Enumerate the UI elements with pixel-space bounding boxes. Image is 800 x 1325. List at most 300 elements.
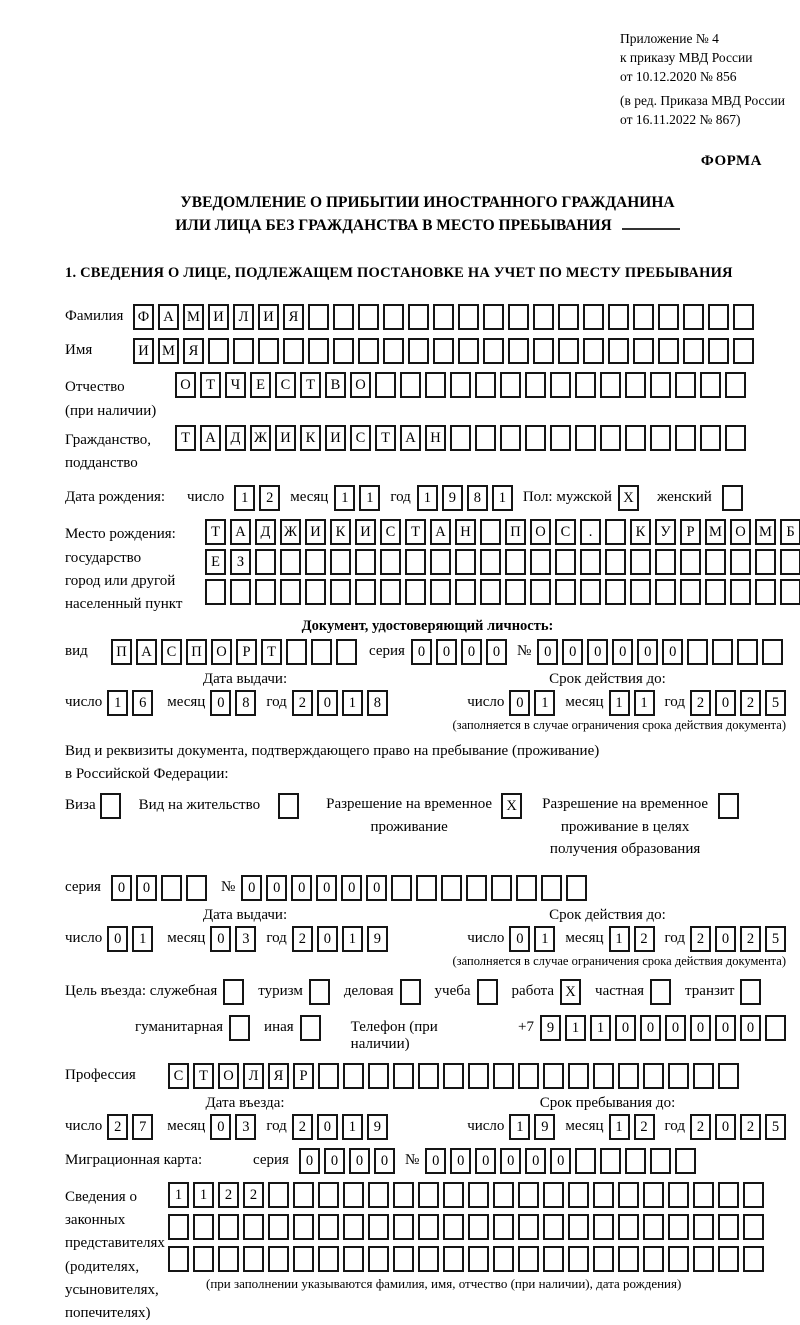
form-cell[interactable] <box>508 304 529 330</box>
form-cell[interactable]: 0 <box>324 1148 345 1174</box>
form-cell[interactable] <box>505 579 526 605</box>
form-cell[interactable] <box>593 1246 614 1272</box>
form-cell[interactable]: Р <box>680 519 701 545</box>
form-cell[interactable] <box>525 425 546 451</box>
form-cell[interactable] <box>468 1246 489 1272</box>
form-cell[interactable]: 0 <box>500 1148 521 1174</box>
form-cell[interactable] <box>343 1246 364 1272</box>
form-cell[interactable]: И <box>325 425 346 451</box>
form-cell[interactable]: 1 <box>609 1114 630 1140</box>
form-cell[interactable] <box>700 372 721 398</box>
form-cell[interactable] <box>568 1214 589 1240</box>
form-cell[interactable] <box>408 304 429 330</box>
form-cell[interactable] <box>755 549 776 575</box>
form-cell[interactable] <box>558 338 579 364</box>
form-cell[interactable]: 0 <box>715 1015 736 1041</box>
form-cell[interactable] <box>433 304 454 330</box>
form-cell[interactable] <box>693 1063 714 1089</box>
form-cell[interactable]: С <box>161 639 182 665</box>
form-cell[interactable] <box>625 372 646 398</box>
form-cell[interactable] <box>333 338 354 364</box>
form-cell[interactable] <box>477 979 498 1005</box>
form-cell[interactable] <box>658 338 679 364</box>
form-cell[interactable] <box>418 1214 439 1240</box>
form-cell[interactable] <box>575 425 596 451</box>
form-cell[interactable] <box>458 338 479 364</box>
form-cell[interactable] <box>718 1063 739 1089</box>
form-cell[interactable]: 0 <box>615 1015 636 1041</box>
form-cell[interactable] <box>208 338 229 364</box>
form-cell[interactable] <box>483 338 504 364</box>
form-cell[interactable]: 0 <box>317 1114 338 1140</box>
form-cell[interactable]: 2 <box>259 485 280 511</box>
form-cell[interactable]: Е <box>250 372 271 398</box>
form-cell[interactable] <box>643 1246 664 1272</box>
form-cell[interactable]: 1 <box>168 1182 189 1208</box>
form-cell[interactable] <box>368 1182 389 1208</box>
form-cell[interactable] <box>258 338 279 364</box>
form-cell[interactable] <box>286 639 307 665</box>
form-cell[interactable] <box>343 1182 364 1208</box>
form-cell[interactable]: 2 <box>218 1182 239 1208</box>
form-cell[interactable] <box>458 304 479 330</box>
form-cell[interactable]: 0 <box>436 639 457 665</box>
form-cell[interactable] <box>655 579 676 605</box>
form-cell[interactable]: 0 <box>665 1015 686 1041</box>
form-cell[interactable]: 0 <box>509 690 530 716</box>
form-cell[interactable] <box>605 579 626 605</box>
form-cell[interactable] <box>393 1063 414 1089</box>
form-cell[interactable]: А <box>430 519 451 545</box>
form-cell[interactable]: 0 <box>317 690 338 716</box>
form-cell[interactable] <box>693 1182 714 1208</box>
form-cell[interactable] <box>530 579 551 605</box>
form-cell[interactable]: П <box>505 519 526 545</box>
form-cell[interactable]: У <box>655 519 676 545</box>
form-cell[interactable]: 9 <box>367 1114 388 1140</box>
form-cell[interactable]: М <box>183 304 204 330</box>
form-cell[interactable] <box>280 579 301 605</box>
form-cell[interactable] <box>205 579 226 605</box>
form-cell[interactable]: 7 <box>132 1114 153 1140</box>
form-cell[interactable]: 5 <box>765 1114 786 1140</box>
form-cell[interactable]: 1 <box>193 1182 214 1208</box>
form-cell[interactable] <box>630 579 651 605</box>
form-cell[interactable] <box>580 549 601 575</box>
form-cell[interactable] <box>718 1246 739 1272</box>
form-cell[interactable] <box>600 372 621 398</box>
form-cell[interactable]: А <box>158 304 179 330</box>
form-cell[interactable] <box>593 1063 614 1089</box>
form-cell[interactable]: 2 <box>740 926 761 952</box>
form-cell[interactable]: 0 <box>107 926 128 952</box>
form-cell[interactable]: Т <box>405 519 426 545</box>
form-cell[interactable] <box>186 875 207 901</box>
form-cell[interactable] <box>740 979 761 1005</box>
form-cell[interactable]: К <box>330 519 351 545</box>
form-cell[interactable]: 9 <box>442 485 463 511</box>
form-cell[interactable] <box>618 1063 639 1089</box>
form-cell[interactable]: М <box>755 519 776 545</box>
form-cell[interactable] <box>693 1246 714 1272</box>
form-cell[interactable]: 2 <box>634 926 655 952</box>
form-cell[interactable]: Ж <box>280 519 301 545</box>
form-cell[interactable] <box>468 1214 489 1240</box>
form-cell[interactable]: Д <box>255 519 276 545</box>
form-cell[interactable] <box>722 485 743 511</box>
form-cell[interactable] <box>443 1063 464 1089</box>
form-cell[interactable]: 1 <box>107 690 128 716</box>
form-cell[interactable]: 0 <box>341 875 362 901</box>
form-cell[interactable]: 0 <box>715 926 736 952</box>
form-cell[interactable]: 1 <box>359 485 380 511</box>
form-cell[interactable] <box>733 304 754 330</box>
form-cell[interactable]: 2 <box>243 1182 264 1208</box>
form-cell[interactable] <box>618 1246 639 1272</box>
form-cell[interactable]: 0 <box>475 1148 496 1174</box>
form-cell[interactable] <box>380 549 401 575</box>
form-cell[interactable]: 1 <box>334 485 355 511</box>
form-cell[interactable]: X <box>501 793 522 819</box>
form-cell[interactable] <box>268 1246 289 1272</box>
form-cell[interactable] <box>633 304 654 330</box>
form-cell[interactable]: Л <box>233 304 254 330</box>
form-cell[interactable] <box>712 639 733 665</box>
form-cell[interactable] <box>650 372 671 398</box>
form-cell[interactable]: О <box>350 372 371 398</box>
form-cell[interactable]: 0 <box>317 926 338 952</box>
form-cell[interactable] <box>343 1063 364 1089</box>
form-cell[interactable] <box>393 1246 414 1272</box>
form-cell[interactable]: 0 <box>740 1015 761 1041</box>
form-cell[interactable] <box>278 793 299 819</box>
form-cell[interactable] <box>308 338 329 364</box>
form-cell[interactable] <box>443 1246 464 1272</box>
form-cell[interactable]: 0 <box>210 1114 231 1140</box>
form-cell[interactable]: Р <box>236 639 257 665</box>
form-cell[interactable] <box>243 1214 264 1240</box>
form-cell[interactable] <box>765 1015 786 1041</box>
form-cell[interactable] <box>658 304 679 330</box>
form-cell[interactable] <box>418 1246 439 1272</box>
form-cell[interactable]: Я <box>268 1063 289 1089</box>
form-cell[interactable]: А <box>200 425 221 451</box>
form-cell[interactable] <box>383 338 404 364</box>
form-cell[interactable]: 6 <box>132 690 153 716</box>
form-cell[interactable] <box>318 1214 339 1240</box>
form-cell[interactable] <box>318 1182 339 1208</box>
form-cell[interactable] <box>683 338 704 364</box>
form-cell[interactable] <box>400 979 421 1005</box>
form-cell[interactable]: 0 <box>550 1148 571 1174</box>
form-cell[interactable] <box>455 579 476 605</box>
form-cell[interactable] <box>568 1063 589 1089</box>
form-cell[interactable]: 8 <box>367 690 388 716</box>
form-cell[interactable] <box>600 425 621 451</box>
form-cell[interactable]: 1 <box>609 690 630 716</box>
form-cell[interactable]: О <box>530 519 551 545</box>
form-cell[interactable]: 1 <box>342 1114 363 1140</box>
form-cell[interactable]: 0 <box>425 1148 446 1174</box>
form-cell[interactable] <box>675 1148 696 1174</box>
form-cell[interactable] <box>283 338 304 364</box>
form-cell[interactable]: 2 <box>690 1114 711 1140</box>
form-cell[interactable] <box>518 1063 539 1089</box>
form-cell[interactable] <box>416 875 437 901</box>
form-cell[interactable] <box>583 304 604 330</box>
form-cell[interactable] <box>293 1182 314 1208</box>
form-cell[interactable] <box>480 549 501 575</box>
form-cell[interactable] <box>311 639 332 665</box>
form-cell[interactable] <box>593 1182 614 1208</box>
form-cell[interactable] <box>305 549 326 575</box>
form-cell[interactable] <box>680 579 701 605</box>
form-cell[interactable] <box>555 549 576 575</box>
form-cell[interactable]: 9 <box>534 1114 555 1140</box>
form-cell[interactable]: О <box>175 372 196 398</box>
form-cell[interactable]: Я <box>283 304 304 330</box>
form-cell[interactable] <box>318 1246 339 1272</box>
form-cell[interactable] <box>418 1182 439 1208</box>
form-cell[interactable] <box>708 338 729 364</box>
form-cell[interactable]: Т <box>205 519 226 545</box>
form-cell[interactable] <box>668 1182 689 1208</box>
form-cell[interactable] <box>368 1063 389 1089</box>
form-cell[interactable] <box>643 1182 664 1208</box>
form-cell[interactable] <box>309 979 330 1005</box>
form-cell[interactable]: О <box>211 639 232 665</box>
form-cell[interactable] <box>543 1246 564 1272</box>
form-cell[interactable] <box>493 1246 514 1272</box>
form-cell[interactable] <box>100 793 121 819</box>
form-cell[interactable] <box>233 338 254 364</box>
form-cell[interactable] <box>229 1015 250 1041</box>
form-cell[interactable] <box>500 425 521 451</box>
form-cell[interactable]: X <box>560 979 581 1005</box>
form-cell[interactable]: 0 <box>366 875 387 901</box>
form-cell[interactable]: Л <box>243 1063 264 1089</box>
form-cell[interactable]: Т <box>300 372 321 398</box>
form-cell[interactable] <box>218 1214 239 1240</box>
form-cell[interactable] <box>700 425 721 451</box>
form-cell[interactable] <box>575 1148 596 1174</box>
form-cell[interactable] <box>466 875 487 901</box>
form-cell[interactable]: 0 <box>461 639 482 665</box>
form-cell[interactable] <box>480 519 501 545</box>
form-cell[interactable]: С <box>555 519 576 545</box>
form-cell[interactable] <box>675 425 696 451</box>
form-cell[interactable] <box>343 1214 364 1240</box>
form-cell[interactable] <box>737 639 758 665</box>
form-cell[interactable]: 1 <box>565 1015 586 1041</box>
form-cell[interactable]: Ч <box>225 372 246 398</box>
form-cell[interactable]: Н <box>425 425 446 451</box>
form-cell[interactable]: Е <box>205 549 226 575</box>
form-cell[interactable]: О <box>218 1063 239 1089</box>
form-cell[interactable] <box>718 1182 739 1208</box>
form-cell[interactable]: И <box>355 519 376 545</box>
form-cell[interactable] <box>430 549 451 575</box>
form-cell[interactable]: 2 <box>690 690 711 716</box>
form-cell[interactable] <box>500 372 521 398</box>
form-cell[interactable] <box>530 549 551 575</box>
form-cell[interactable]: П <box>111 639 132 665</box>
form-cell[interactable] <box>733 338 754 364</box>
form-cell[interactable]: С <box>380 519 401 545</box>
form-cell[interactable] <box>755 579 776 605</box>
form-cell[interactable]: 0 <box>662 639 683 665</box>
form-cell[interactable]: 0 <box>640 1015 661 1041</box>
form-cell[interactable]: Я <box>183 338 204 364</box>
form-cell[interactable] <box>525 372 546 398</box>
form-cell[interactable] <box>583 338 604 364</box>
form-cell[interactable]: И <box>258 304 279 330</box>
form-cell[interactable] <box>193 1246 214 1272</box>
form-cell[interactable] <box>630 549 651 575</box>
form-cell[interactable]: 1 <box>509 1114 530 1140</box>
form-cell[interactable]: 0 <box>210 926 231 952</box>
form-cell[interactable] <box>568 1246 589 1272</box>
form-cell[interactable]: 0 <box>562 639 583 665</box>
form-cell[interactable] <box>308 304 329 330</box>
form-cell[interactable]: 9 <box>367 926 388 952</box>
form-cell[interactable] <box>391 875 412 901</box>
form-cell[interactable] <box>683 304 704 330</box>
form-cell[interactable] <box>450 425 471 451</box>
form-cell[interactable]: З <box>230 549 251 575</box>
form-cell[interactable] <box>730 549 751 575</box>
form-cell[interactable]: 0 <box>291 875 312 901</box>
form-cell[interactable]: 5 <box>765 690 786 716</box>
form-cell[interactable]: И <box>208 304 229 330</box>
form-cell[interactable] <box>566 875 587 901</box>
form-cell[interactable] <box>668 1063 689 1089</box>
form-cell[interactable] <box>780 549 800 575</box>
form-cell[interactable]: 0 <box>715 1114 736 1140</box>
form-cell[interactable] <box>450 372 471 398</box>
form-cell[interactable]: 0 <box>450 1148 471 1174</box>
form-cell[interactable]: К <box>300 425 321 451</box>
form-cell[interactable] <box>518 1182 539 1208</box>
form-cell[interactable]: 9 <box>540 1015 561 1041</box>
form-cell[interactable]: 0 <box>509 926 530 952</box>
form-cell[interactable] <box>223 979 244 1005</box>
form-cell[interactable] <box>255 549 276 575</box>
form-cell[interactable] <box>358 338 379 364</box>
form-cell[interactable] <box>668 1214 689 1240</box>
form-cell[interactable] <box>605 519 626 545</box>
form-cell[interactable] <box>255 579 276 605</box>
form-cell[interactable]: 1 <box>342 926 363 952</box>
form-cell[interactable] <box>600 1148 621 1174</box>
form-cell[interactable]: 0 <box>241 875 262 901</box>
form-cell[interactable]: 0 <box>111 875 132 901</box>
form-cell[interactable]: 0 <box>266 875 287 901</box>
form-cell[interactable]: А <box>400 425 421 451</box>
form-cell[interactable]: И <box>275 425 296 451</box>
form-cell[interactable] <box>625 425 646 451</box>
form-cell[interactable] <box>550 372 571 398</box>
form-cell[interactable]: А <box>136 639 157 665</box>
form-cell[interactable]: 5 <box>765 926 786 952</box>
form-cell[interactable]: 0 <box>715 690 736 716</box>
form-cell[interactable]: . <box>580 519 601 545</box>
form-cell[interactable]: К <box>630 519 651 545</box>
form-cell[interactable]: 2 <box>292 1114 313 1140</box>
form-cell[interactable] <box>380 579 401 605</box>
form-cell[interactable] <box>493 1182 514 1208</box>
form-cell[interactable]: 2 <box>292 926 313 952</box>
form-cell[interactable]: 1 <box>342 690 363 716</box>
form-cell[interactable] <box>650 979 671 1005</box>
form-cell[interactable]: 0 <box>486 639 507 665</box>
form-cell[interactable]: 0 <box>411 639 432 665</box>
form-cell[interactable] <box>161 875 182 901</box>
form-cell[interactable]: 8 <box>235 690 256 716</box>
form-cell[interactable]: В <box>325 372 346 398</box>
form-cell[interactable]: 0 <box>637 639 658 665</box>
form-cell[interactable] <box>543 1182 564 1208</box>
form-cell[interactable] <box>725 425 746 451</box>
form-cell[interactable] <box>533 304 554 330</box>
form-cell[interactable]: М <box>158 338 179 364</box>
form-cell[interactable] <box>280 549 301 575</box>
form-cell[interactable] <box>480 579 501 605</box>
form-cell[interactable]: 1 <box>590 1015 611 1041</box>
form-cell[interactable] <box>383 304 404 330</box>
form-cell[interactable] <box>336 639 357 665</box>
form-cell[interactable] <box>543 1214 564 1240</box>
form-cell[interactable] <box>780 579 800 605</box>
form-cell[interactable] <box>518 1246 539 1272</box>
form-cell[interactable]: 0 <box>612 639 633 665</box>
form-cell[interactable]: 0 <box>525 1148 546 1174</box>
form-cell[interactable] <box>508 338 529 364</box>
form-cell[interactable] <box>680 549 701 575</box>
form-cell[interactable]: Т <box>175 425 196 451</box>
form-cell[interactable] <box>425 372 446 398</box>
form-cell[interactable]: 0 <box>299 1148 320 1174</box>
form-cell[interactable] <box>330 549 351 575</box>
form-cell[interactable]: 0 <box>690 1015 711 1041</box>
form-cell[interactable] <box>655 549 676 575</box>
form-cell[interactable]: Д <box>225 425 246 451</box>
form-cell[interactable] <box>643 1063 664 1089</box>
form-cell[interactable]: 2 <box>292 690 313 716</box>
form-cell[interactable] <box>705 549 726 575</box>
form-cell[interactable] <box>408 338 429 364</box>
form-cell[interactable] <box>355 579 376 605</box>
form-cell[interactable] <box>608 304 629 330</box>
form-cell[interactable]: С <box>275 372 296 398</box>
form-cell[interactable] <box>468 1063 489 1089</box>
form-cell[interactable] <box>268 1214 289 1240</box>
form-cell[interactable] <box>668 1246 689 1272</box>
form-cell[interactable]: 0 <box>210 690 231 716</box>
form-cell[interactable]: 2 <box>107 1114 128 1140</box>
form-cell[interactable]: 1 <box>234 485 255 511</box>
form-cell[interactable]: О <box>730 519 751 545</box>
form-cell[interactable]: Т <box>200 372 221 398</box>
form-cell[interactable] <box>618 1182 639 1208</box>
form-cell[interactable] <box>330 579 351 605</box>
form-cell[interactable] <box>650 1148 671 1174</box>
form-cell[interactable]: X <box>618 485 639 511</box>
form-cell[interactable] <box>368 1214 389 1240</box>
form-cell[interactable]: 2 <box>690 926 711 952</box>
form-cell[interactable] <box>168 1246 189 1272</box>
form-cell[interactable] <box>358 304 379 330</box>
